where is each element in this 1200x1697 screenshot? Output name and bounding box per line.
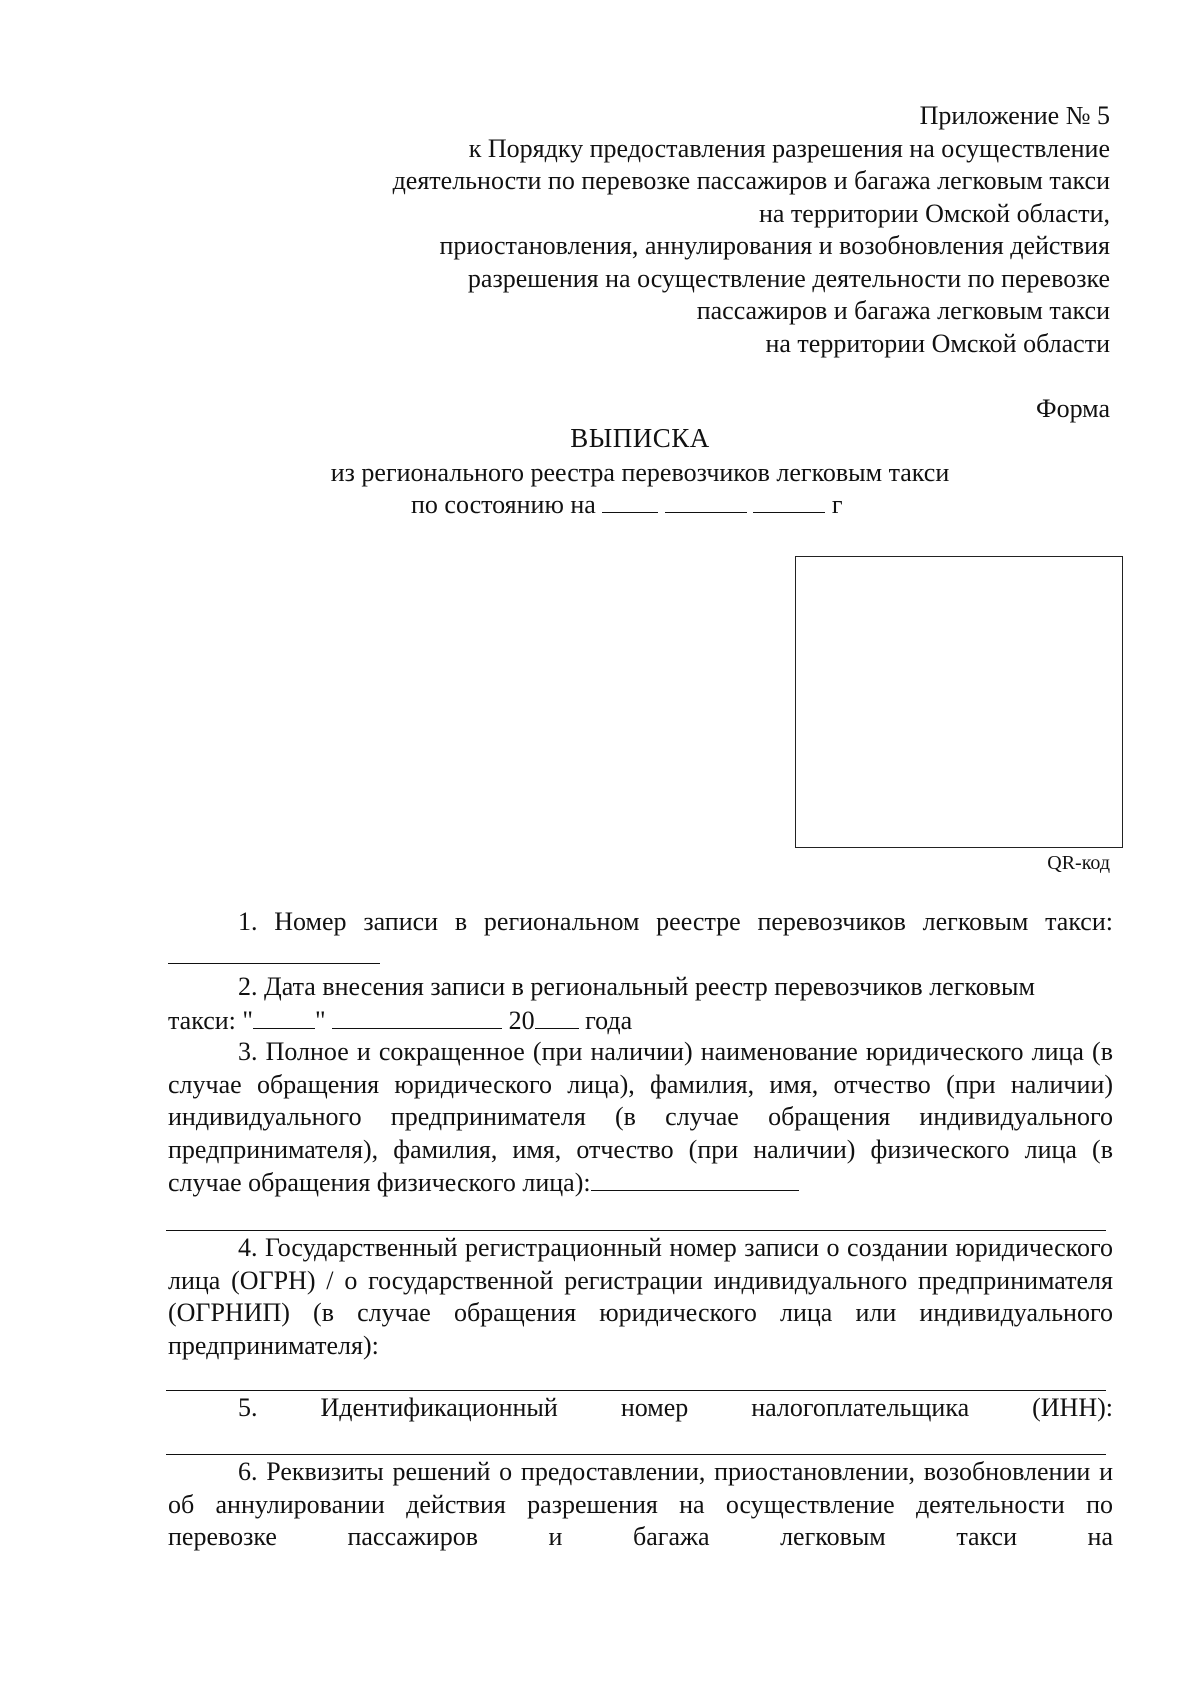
item-5-text: 5. Идентификационный номер налогоплательщика (ИНН): [238,1393,1113,1422]
year-blank[interactable] [753,490,825,513]
item-4-text: 4. Государственный регистрационный номер записи о создании юридического лица (ОГРН) / о государственной регистрации индивидуального предпринимателя (ОГРНИП) (в случае обращения юридического лица или индивидуального предпринимателя): [168,1233,1113,1360]
as-of-prefix: по состоянию на [411,490,596,519]
item-5-full-line[interactable] [166,1454,1106,1455]
item-2-month-blank[interactable] [332,1004,502,1029]
document-title: ВЫПИСКА [570,423,710,453]
item-3-text: 3. Полное и сокращенное (при наличии) наименование юридического лица (в случае обращения юридического лица), фамилия, имя, отчество (при наличии) индивидуального предпринимателя (в случае обращения индивидуального предпринимателя), фамилия, имя, отчество (при наличии) физического лица (в случае обращения физического лица): [168,1037,1113,1197]
item-3 [168,1036,1113,1200]
month-blank[interactable] [665,490,747,513]
item-2-suffix: года [585,1005,633,1035]
item-2-year-blank[interactable] [535,1004,579,1029]
form-label: Форма [1036,394,1110,423]
item-5 [168,1392,1113,1425]
item-1-text: 1. Номер записи в региональном реестре перевозчиков легковым такси: [238,907,1113,936]
item-3-full-line[interactable] [166,1230,1106,1231]
item-1-blank[interactable] [168,939,380,964]
appendix-line: на территории Омской области [765,328,1110,358]
item-2-prefix: такси: " [168,1005,253,1035]
item-2-year-prefix: 20 [508,1005,535,1035]
day-blank[interactable] [602,490,658,513]
item-6 [168,1456,1113,1554]
appendix-line: разрешения на осуществление деятельности по перевозке [467,263,1110,293]
appendix-line: к Порядку предоставления разрешения на осуществление [468,133,1110,163]
appendix-line: Приложение № 5 [919,101,1110,130]
item-2-text: 2. Дата внесения записи в региональный реестр перевозчиков легковым [238,972,1035,1001]
as-of-suffix: г [831,490,843,519]
item-2-day-blank[interactable] [253,1004,315,1029]
item-2-quote: " [315,1005,326,1035]
item-4-full-line[interactable] [166,1390,1106,1391]
qr-code-label: QR-код [1047,852,1110,874]
appendix-line: деятельности по перевозке пассажиров и багажа легковым такси [392,166,1110,195]
document-subtitle: из регионального реестра перевозчиков легковым такси [330,458,950,487]
item-2 [168,971,1113,1037]
item-6-text: 6. Реквизиты решений о предоставлении, приостановлении, возобновлении и об аннулировании действия разрешения на осуществление деятельности по перевозке пассажиров и багажа легковым такси на [168,1457,1113,1551]
appendix-header [393,100,1110,360]
qr-code-box [795,556,1123,848]
item-4 [168,1232,1113,1362]
appendix-line: приостановления, аннулирования и возобновления действия [439,231,1110,260]
appendix-line: на территории Омской области, [758,198,1110,228]
item-3-blank[interactable] [591,1166,799,1191]
appendix-line: пассажиров и багажа легковым такси [696,296,1110,325]
item-1 [168,906,1113,972]
as-of-date-line [411,490,843,520]
